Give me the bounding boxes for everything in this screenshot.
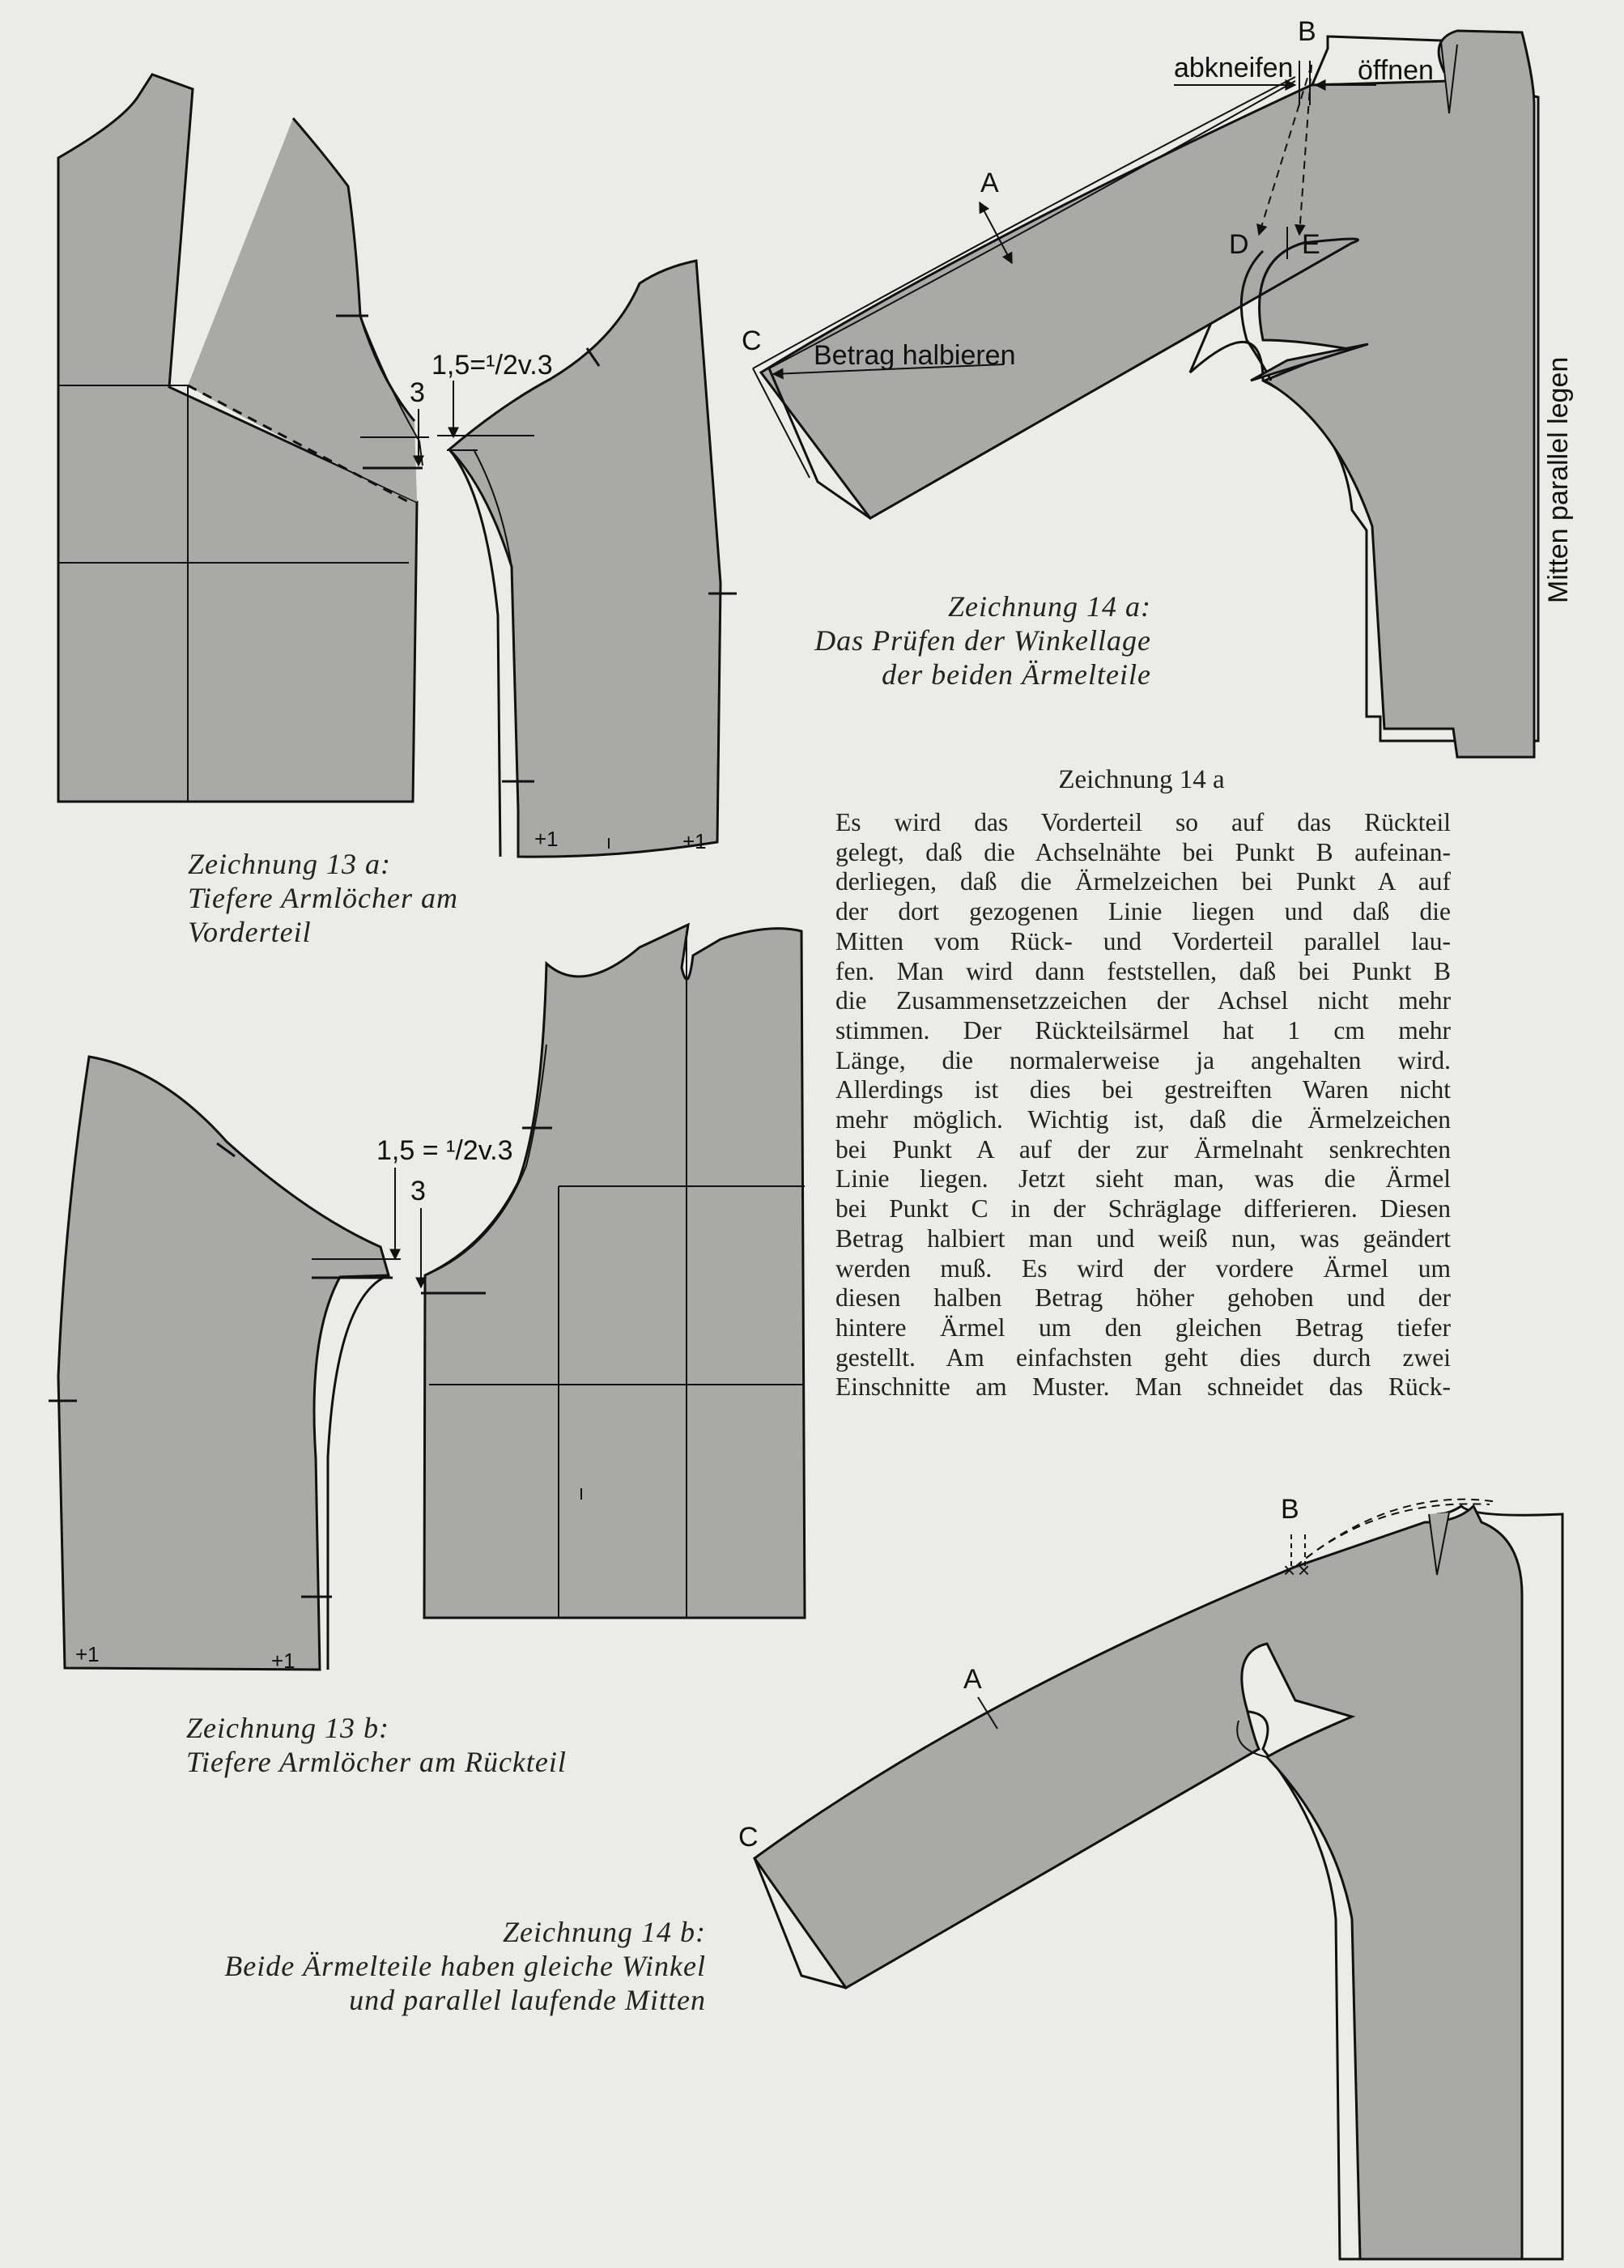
article-line: Allerdings ist dies bei gestreiften Waren nicht <box>835 1075 1451 1104</box>
article-line: diesen halben Betrag höher gehoben und der <box>835 1283 1451 1313</box>
fig14a-label-E: E <box>1302 229 1320 260</box>
article-line: die Zusammensetzzeichen der Achsel nicht mehr <box>835 986 1451 1015</box>
caption-fig14a-title: Zeichnung 14 a: <box>948 590 1151 623</box>
article-line: werden muß. Es wird der vordere Ärmel um <box>835 1253 1451 1283</box>
article-line: hintere Ärmel um den gleichen Betrag tiefer <box>835 1313 1451 1342</box>
fig13b-plus-right: +1 <box>271 1649 295 1673</box>
caption-fig13a-line1: Tiefere Armlöcher am <box>188 882 458 914</box>
article-line: mehr möglich. Wichtig ist, daß die Ärmelzeichen <box>835 1105 1451 1134</box>
figure-14b <box>738 1494 1562 2259</box>
fig13a-plus-right: +1 <box>682 829 707 853</box>
caption-fig14a <box>777 589 1151 691</box>
fig14a-label-B: B <box>1298 16 1316 47</box>
fig14b-label-A: A <box>963 1664 982 1695</box>
caption-fig13a-title: Zeichnung 13 a: <box>188 848 391 880</box>
article-line: stimmen. Der Rückteilsärmel hat 1 cm mehr <box>835 1015 1451 1045</box>
fig14a-label-mitten: Mitten parallel legen <box>1543 356 1574 603</box>
fig13b-plus-left: +1 <box>75 1642 100 1666</box>
fig14a-label-betrag: Betrag halbieren <box>814 340 1016 371</box>
article-line: Mitten vom Rück- und Vorderteil parallel lau- <box>835 926 1451 955</box>
caption-fig13b-title: Zeichnung 13 b: <box>186 1712 389 1744</box>
article-line: Betrag halbiert man und weiß nun, was geändert <box>835 1223 1451 1253</box>
caption-fig14a-line2: der beiden Ärmelteile <box>882 658 1151 691</box>
fig13a-measure-label: 1,5=¹/2v.3 <box>432 350 553 381</box>
article-line: Es wird das Vorderteil so auf das Rückteil <box>835 808 1451 836</box>
fig14a-label-C: C <box>742 326 762 356</box>
article-line: gelegt, daß die Achselnähte bei Punkt B aufeinan- <box>835 837 1451 866</box>
article-line: Einschnitte am Muster. Man schneidet das Rück- <box>835 1372 1451 1402</box>
fig13a-plus-left: +1 <box>534 827 559 851</box>
caption-fig14a-line1: Das Prüfen der Winkellage <box>814 624 1151 657</box>
fig13b-back-bodice <box>424 925 805 1618</box>
fig14b-cross-marks: × <box>1283 1558 1296 1582</box>
article-line: bei Punkt A auf der zur Ärmelnaht senkrechten <box>835 1134 1451 1164</box>
fig14b-back-piece <box>755 1506 1522 2259</box>
caption-fig14b-line2: und parallel laufende Mitten <box>349 1984 706 2016</box>
article-line: bei Punkt C in der Schräglage differieren. Diesen <box>835 1194 1451 1223</box>
fig14b-label-B: B <box>1281 1494 1299 1525</box>
fig13a-three-label: 3 <box>410 377 425 408</box>
fig14a-label-D: D <box>1229 229 1249 260</box>
fig14a-label-A: A <box>980 168 999 198</box>
fig13b-measure-label: 1,5 = ¹/2v.3 <box>376 1135 513 1166</box>
fig14b-cross-marks-2: × <box>1298 1558 1311 1582</box>
caption-fig13a <box>188 847 458 949</box>
article-line: derliegen, daß die Ärmelzeichen bei Punkt A auf <box>835 867 1451 896</box>
caption-fig13b-line1: Tiefere Armlöcher am Rückteil <box>186 1746 567 1778</box>
article-line: fen. Man wird dann feststellen, daß bei Punkt B <box>835 956 1451 985</box>
caption-fig13a-line2: Vorderteil <box>188 916 312 948</box>
fig14b-label-C: C <box>738 1822 759 1853</box>
figure-13b <box>49 925 805 1673</box>
article-line: der dort gezogenen Linie liegen und daß die <box>835 897 1451 926</box>
fig14a-label-abkneifen: abkneifen <box>1174 53 1294 83</box>
caption-fig13b <box>186 1711 567 1779</box>
article-heading: Zeichnung 14 a <box>1058 765 1225 794</box>
fig14a-label-oeffnen: öffnen <box>1358 55 1434 86</box>
article-line: Linie liegen. Jetzt sieht man, was die Ärmel <box>835 1164 1451 1194</box>
caption-fig14b <box>194 1915 706 2017</box>
article-line: gestellt. Am einfachsten geht dies durch zwei <box>835 1343 1451 1372</box>
fig13b-three-label: 3 <box>410 1176 426 1206</box>
article-line: Länge, die normalerweise ja angehalten wird. <box>835 1045 1451 1074</box>
caption-fig14b-line1: Beide Ärmelteile haben gleiche Winkel <box>224 1950 706 1982</box>
caption-fig14b-title: Zeichnung 14 b: <box>503 1916 706 1948</box>
figure-13a <box>58 74 737 857</box>
article-body <box>835 808 1451 1402</box>
